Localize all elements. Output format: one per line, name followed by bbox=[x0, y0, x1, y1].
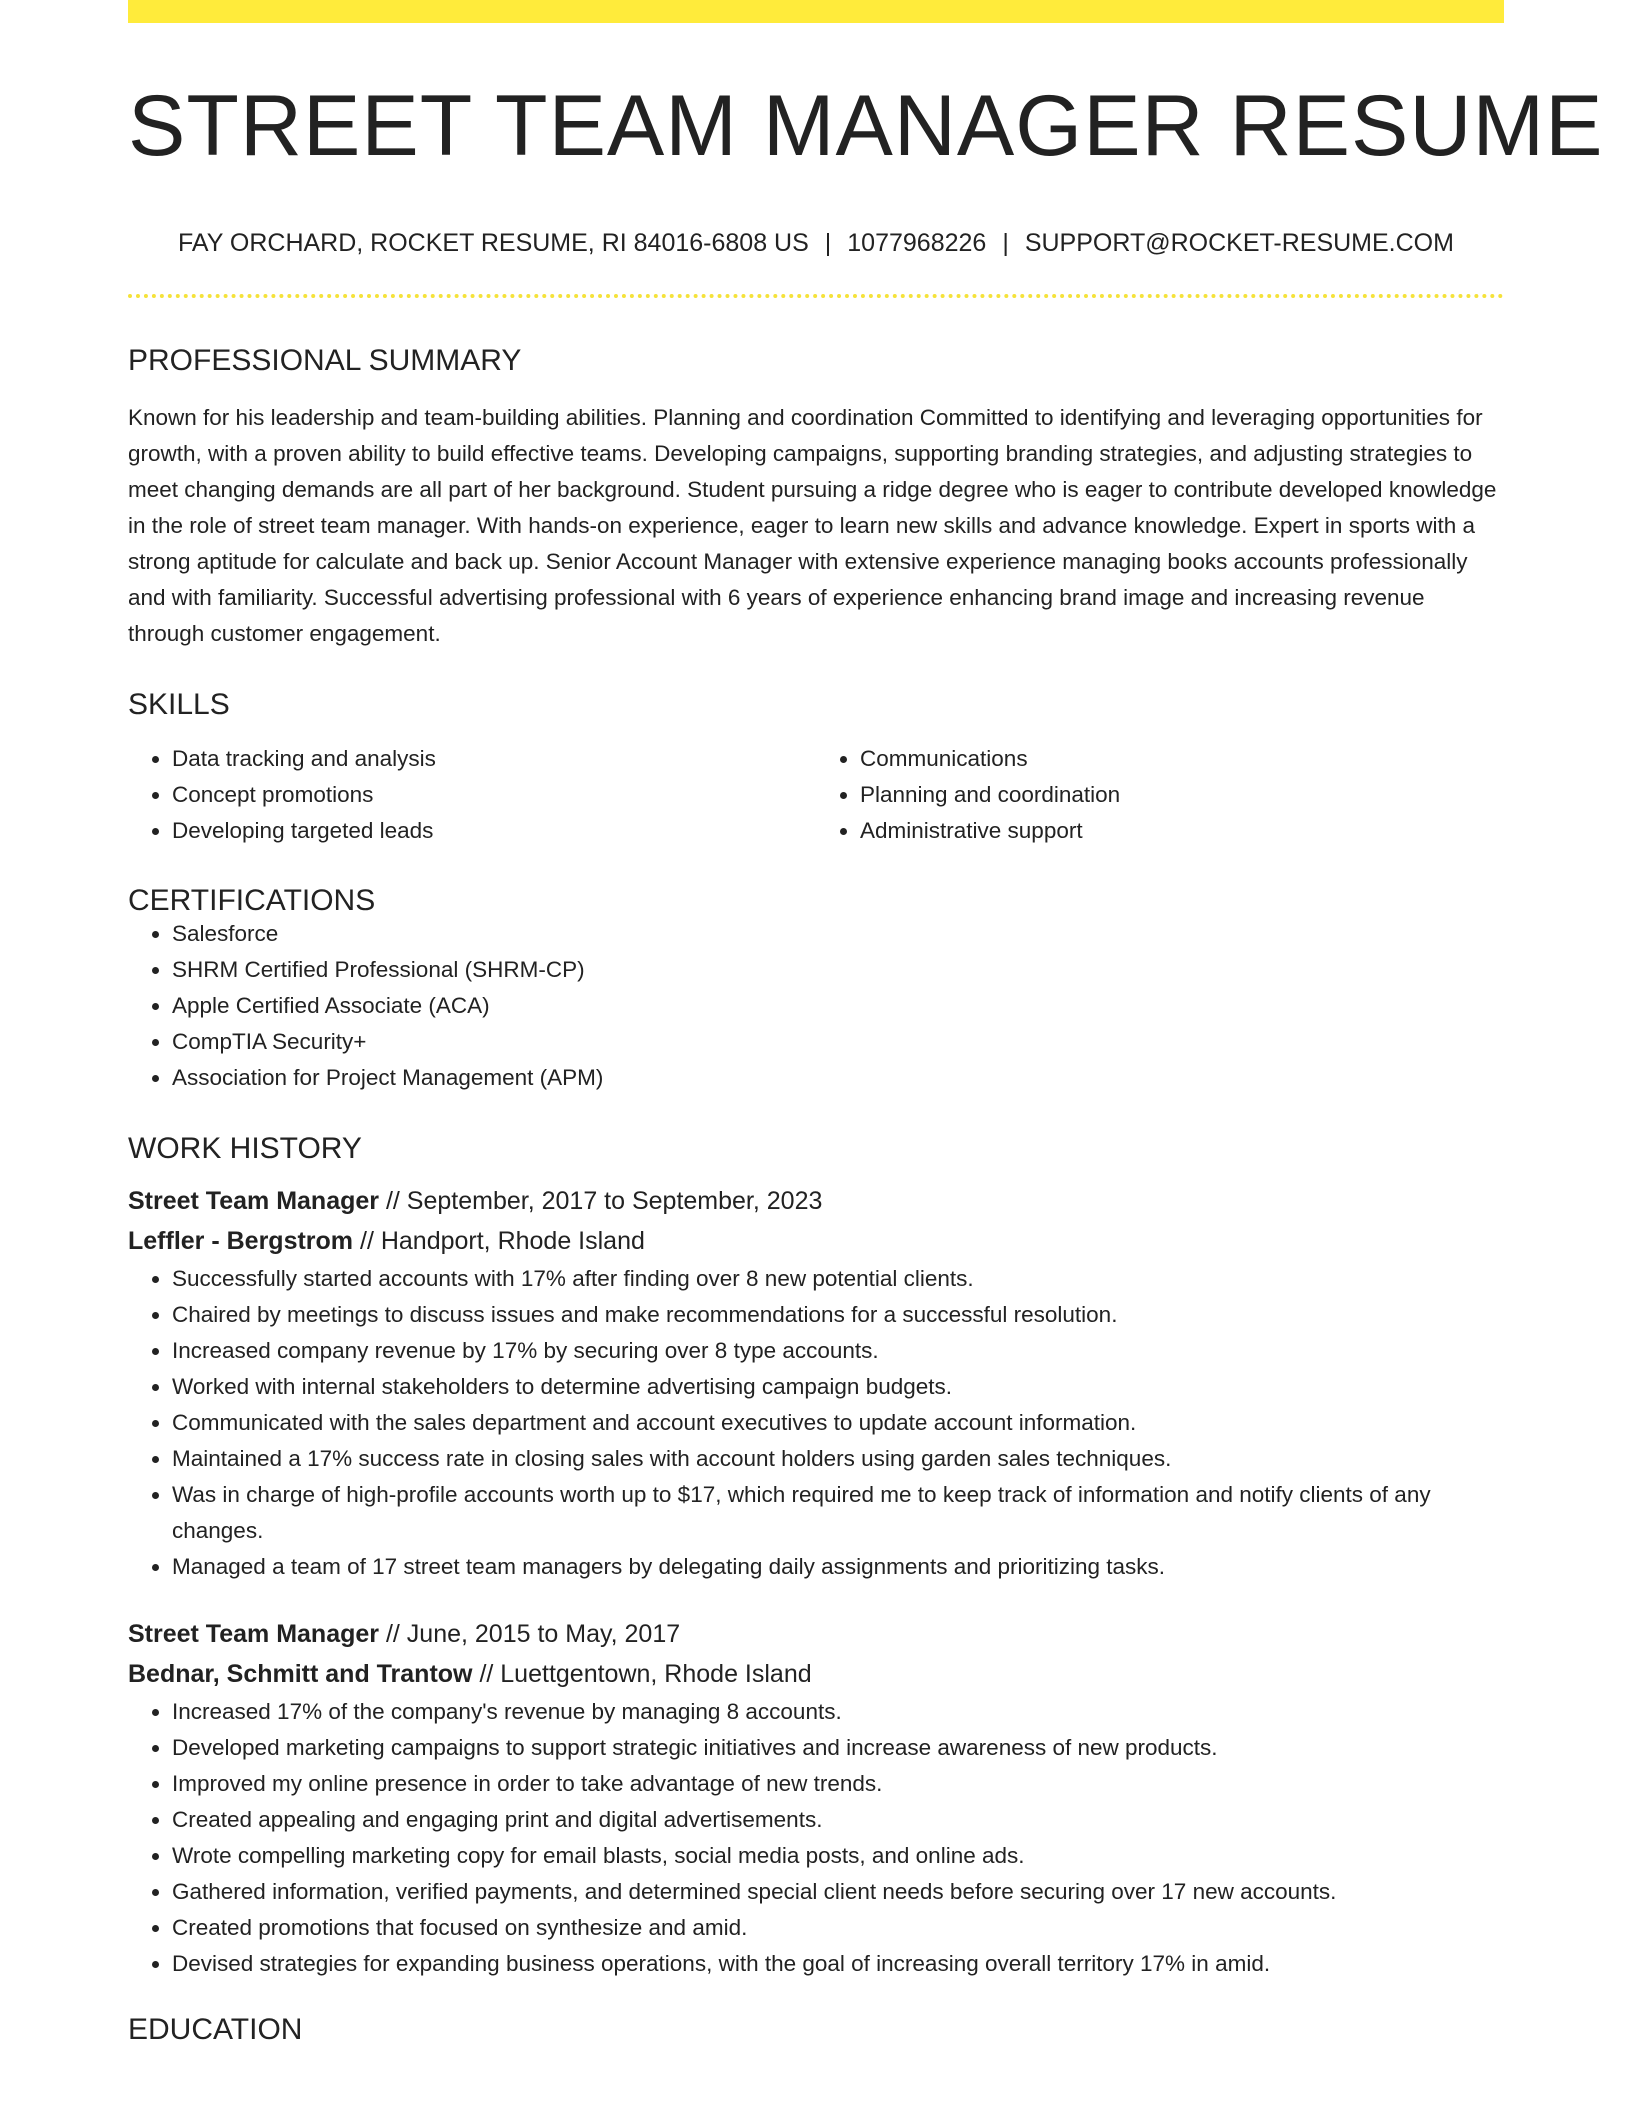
job-dates: // September, 2017 to September, 2023 bbox=[379, 1187, 823, 1215]
job-title: Street Team Manager bbox=[128, 1620, 380, 1648]
contact-line bbox=[128, 231, 1504, 256]
job-company: Leffler - Bergstrom bbox=[128, 1227, 354, 1255]
job-title-line bbox=[128, 1181, 1504, 1221]
list-item: • Developed marketing campaigns to support strategic initiatives and increase awareness of new products. bbox=[172, 1730, 1504, 1766]
contact-separator: | bbox=[1002, 229, 1009, 257]
list-item: • Communications bbox=[860, 741, 1504, 777]
skills-list-right bbox=[816, 741, 1504, 849]
list-item: • Salesforce bbox=[172, 916, 1504, 952]
list-item: • Chaired by meetings to discuss issues and make recommendations for a successful resolution. bbox=[172, 1297, 1504, 1333]
list-item: • Created promotions that focused on synthesize and amid. bbox=[172, 1910, 1504, 1946]
job-location: // Luettgentown, Rhode Island bbox=[472, 1660, 812, 1688]
job-title: Street Team Manager bbox=[128, 1187, 380, 1215]
list-item: • CompTIA Security+ bbox=[172, 1024, 1504, 1060]
list-item: • Devised strategies for expanding business operations, with the goal of increasing overall territory 17% in amid. bbox=[172, 1946, 1504, 1982]
job-bullets bbox=[128, 1694, 1504, 1982]
list-item: • Maintained a 17% success rate in closing sales with account holders using garden sales techniques. bbox=[172, 1441, 1504, 1477]
resume-page bbox=[128, 0, 1604, 2046]
list-item: • Developing targeted leads bbox=[172, 813, 816, 849]
skills-heading: SKILLS bbox=[128, 688, 230, 721]
job-company-line bbox=[128, 1221, 1504, 1261]
list-item: • Worked with internal stakeholders to determine advertising campaign budgets. bbox=[172, 1369, 1504, 1405]
list-item: • Association for Project Management (APM) bbox=[172, 1060, 1504, 1096]
list-item: • Successfully started accounts with 17% after finding over 8 new potential clients. bbox=[172, 1261, 1504, 1297]
list-item: • Data tracking and analysis bbox=[172, 741, 816, 777]
list-item: • Increased 17% of the company's revenue by managing 8 accounts. bbox=[172, 1694, 1504, 1730]
accent-top-bar bbox=[128, 0, 1504, 23]
list-item: • Wrote compelling marketing copy for email blasts, social media posts, and online ads. bbox=[172, 1838, 1504, 1874]
job-company: Bednar, Schmitt and Trantow bbox=[128, 1660, 473, 1688]
contact-email: SUPPORT@ROCKET-RESUME.COM bbox=[1024, 229, 1454, 257]
list-item: • Was in charge of high-profile accounts worth up to $17, which required me to keep track of information and notify clients of any changes. bbox=[172, 1477, 1504, 1549]
dotted-divider bbox=[128, 294, 1504, 298]
list-item: • Created appealing and engaging print and digital advertisements. bbox=[172, 1802, 1504, 1838]
skills-list-left bbox=[128, 741, 816, 849]
list-item: • Increased company revenue by 17% by securing over 8 type accounts. bbox=[172, 1333, 1504, 1369]
job-bullets bbox=[128, 1261, 1504, 1585]
certifications-heading: CERTIFICATIONS bbox=[128, 884, 376, 917]
list-item: • SHRM Certified Professional (SHRM-CP) bbox=[172, 952, 1504, 988]
job-location: // Handport, Rhode Island bbox=[353, 1227, 645, 1255]
job-company-line bbox=[128, 1654, 1504, 1694]
skills-grid bbox=[128, 741, 1504, 849]
work-history-heading: WORK HISTORY bbox=[128, 1132, 362, 1165]
list-item: • Planning and coordination bbox=[860, 777, 1504, 813]
job-title-line bbox=[128, 1614, 1504, 1654]
contact-phone: 1077968226 bbox=[847, 229, 987, 257]
list-item: • Concept promotions bbox=[172, 777, 816, 813]
list-item: • Gathered information, verified payments, and determined special client needs before securing over 17 new accounts. bbox=[172, 1874, 1504, 1910]
education-heading: EDUCATION bbox=[128, 2013, 303, 2046]
list-item: • Communicated with the sales department and account executives to update account information. bbox=[172, 1405, 1504, 1441]
summary-heading: PROFESSIONAL SUMMARY bbox=[128, 344, 522, 377]
list-item: • Apple Certified Associate (ACA) bbox=[172, 988, 1504, 1024]
list-item: • Improved my online presence in order to take advantage of new trends. bbox=[172, 1766, 1504, 1802]
page-title: STREET TEAM MANAGER RESUME bbox=[128, 78, 1604, 174]
contact-address: FAY ORCHARD, ROCKET RESUME, RI 84016-6808 US bbox=[178, 229, 809, 257]
list-item: • Managed a team of 17 street team managers by delegating daily assignments and prioritizing tasks. bbox=[172, 1549, 1504, 1585]
certifications-list bbox=[128, 916, 1504, 1096]
summary-text: Known for his leadership and team-building abilities. Planning and coordination Committed to identifying and leveraging opportunities for growth, with a proven ability to build effective teams. Developing campaigns, supporting branding strategies, and adjusting strategies to meet changing demands are all part of her background. Student pursuing a ridge degree who is eager to contribute developed knowledge in the role of street team manager. With hands-on experience, eager to learn new skills and advance knowledge. Expert in sports with a strong aptitude for calculate and back up. Senior Account Manager with extensive experience managing books accounts professionally and with familiarity. Successful advertising professional with 6 years of experience enhancing brand image and increasing revenue through customer engagement. bbox=[128, 405, 1497, 646]
contact-separator: | bbox=[824, 229, 832, 257]
job-dates: // June, 2015 to May, 2017 bbox=[379, 1620, 681, 1648]
list-item: • Administrative support bbox=[860, 813, 1504, 849]
